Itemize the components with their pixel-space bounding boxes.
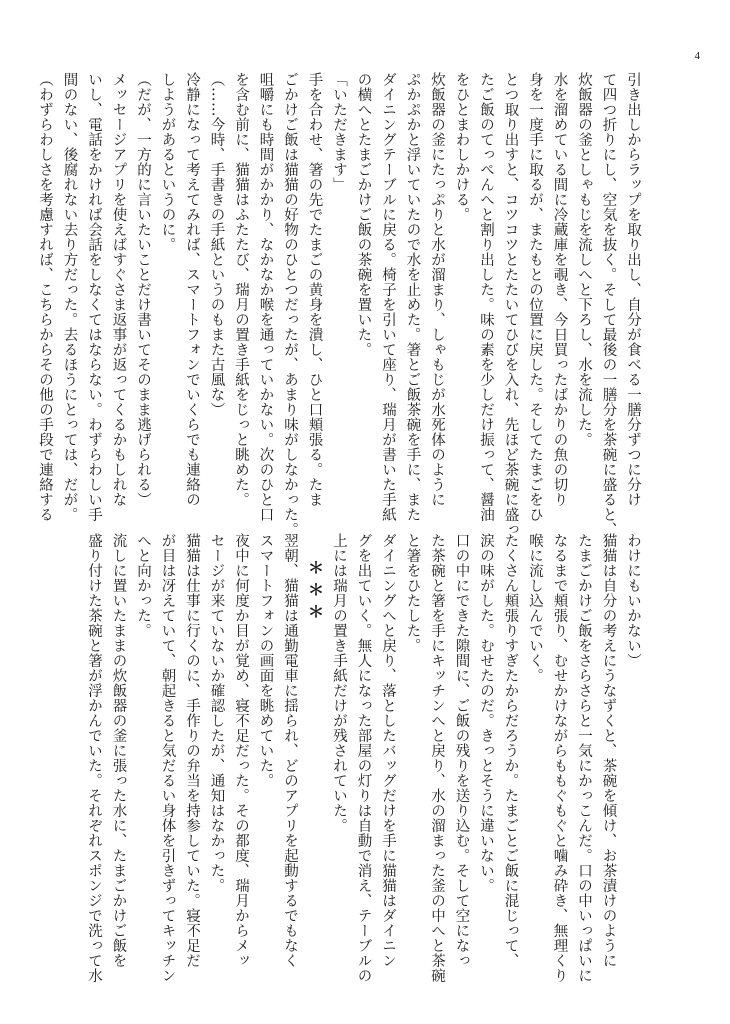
text-line: 手を合わせ、箸の先でたまごの黄身を潰し、ひと口頬張る。たま <box>306 72 323 507</box>
text-line: をひとまわしかける。 <box>453 72 470 222</box>
page-number: 4 <box>694 50 700 62</box>
text-line: 喉に流し込んでいく。 <box>527 533 543 683</box>
text-line: の横へとたまごかけご飯の茶碗を置いた。 <box>355 72 372 357</box>
text-line: 冷静になって考えてみれば、スマートフォンでいくらでも連絡の <box>184 72 200 507</box>
text-line: 翌朝、猫猫は通勤電車に揺られ、どのアプリを起動するでもなく <box>282 533 298 968</box>
text-line: 間のない、後腐れない去り方だった。去るほうにとっては、だが。 <box>61 72 78 522</box>
text-line: ダイニングへと戻り、落としたバッグだけを手に猫猫はダイニン <box>380 533 396 968</box>
text-line: を含む前に、猫猫はふたたび、瑞月の置き手紙をじっと眺めた。 <box>233 72 249 507</box>
text-line: て四つ折りにし、空気を抜く。そして最後の一膳分を茶碗に盛ると、 <box>600 72 617 537</box>
text-line: へと向かった。 <box>135 533 151 638</box>
text-line: が目は冴えていて、朝起きると気だるい身体を引きずってキッチン <box>159 533 176 983</box>
text-line: 猫猫は自分の考えにうなずくと、茶碗を傾け、お茶漬けのように <box>600 533 617 968</box>
text-line: いし、電話をかければ会話をしなくてはならない。わずらわしい手 <box>86 72 102 522</box>
text-line: 涙の味がした。むせたのだ。きっとそうに違いない。 <box>478 533 494 893</box>
text-line: ごかけご飯は猫猫の好物のひとつだったが、あまり味がしなかった。 <box>282 72 298 537</box>
text-line: 口の中にできた隙間に、ご飯の残りを送り込む。そして空になっ <box>453 533 470 968</box>
text-line: わけにもいかない） <box>625 533 641 668</box>
text-line: なるまで頬張り、むせかけながらももぐもぐと噛み砕き、無理くり <box>551 533 568 983</box>
text-line: 上には瑞月の置き手紙だけが残されていた。 <box>331 533 347 833</box>
text-line: ダイニングテーブルに戻る。椅子を引いて座り、瑞月が書いた手紙 <box>380 72 396 522</box>
text-line: 身を一度手に取るが、またもとの位置に戻した。そしてたまごをひ <box>527 72 543 522</box>
text-line: 盛り付けた茶碗と箸が浮かんでいた。それぞれスポンジで洗って水 <box>86 533 102 983</box>
text-line: 流しに置いたままの炊飯器の釜に張った水に、たまごかけご飯を <box>110 533 127 968</box>
text-line: たご飯のてっぺんへと割り出した。味の素を少しだけ振って、醤油 <box>478 72 494 522</box>
text-line: 夜中に何度か目が覚め、寝不足だった。その都度、瑞月からメッ <box>233 533 249 968</box>
text-line: スマートフォンの画面を眺めていた。 <box>257 533 274 788</box>
text-line: 引き出しからラップを取り出し、自分が食べる一膳分ずつに分け <box>625 72 641 507</box>
text-line: た茶碗と箸を手にキッチンへと戻り、水の溜まった釜の中へと茶碗 <box>429 533 445 983</box>
text-line: メッセージアプリを使えばすぐさま返事が返ってくるかもしれな <box>110 72 127 507</box>
text-line: 水を溜めている間に冷蔵庫を覗き、今日買ったばかりの魚の切り <box>551 72 568 507</box>
text-line: 炊飯器の釜にたっぷりと水が溜まり、しゃもじが水死体のように <box>429 72 445 507</box>
text-line: （だが、一方的に言いたいことだけ書いてそのまま逃げられる） <box>135 72 151 507</box>
text-line: 猫猫は仕事に行くのに、手作りの弁当を持参していた。寝不足だ <box>184 533 200 968</box>
text-block-top <box>37 72 645 537</box>
text-line: たくさん頬張りすぎたからだろうか。たまごとご飯に混じって、 <box>502 533 519 968</box>
text-line: たまごかけご飯をさらさらと一気にかっこんだ。口の中いっぱいに <box>576 533 592 983</box>
text-line: と箸をひたした。 <box>404 533 421 653</box>
text-line: しようがあるというのに。 <box>159 72 176 252</box>
text-line: セージが来ていないか確認したが、通知はなかった。 <box>208 533 225 893</box>
text-line: 「いただきます」 <box>331 72 347 192</box>
text-line: （わずらわしさを考慮すれば、こちらからその他の手段で連絡する <box>37 72 53 522</box>
text-line: ぷかぷかと浮いていたので水を止めた。箸とご飯茶碗を手に、また <box>404 72 421 522</box>
text-line: グを出ていく。無人になった部屋の灯りは自動で消え、テーブルの <box>355 533 372 983</box>
text-line: 咀嚼にも時間がかかり、なかなか喉を通っていかない。次のひと口 <box>257 72 274 522</box>
text-line: 炊飯器の釜としゃもじを流しへと下ろし、水を流した。 <box>576 72 592 447</box>
text-line: （……今時、手書きの手紙というのもまた古風な） <box>208 72 225 417</box>
text-block-bottom <box>60 533 645 983</box>
text-line: とつ取り出すと、コツコツとたたいてひびを入れ、先ほど茶碗に盛っ <box>502 72 519 537</box>
scene-break: ＊＊＊ <box>305 559 325 625</box>
